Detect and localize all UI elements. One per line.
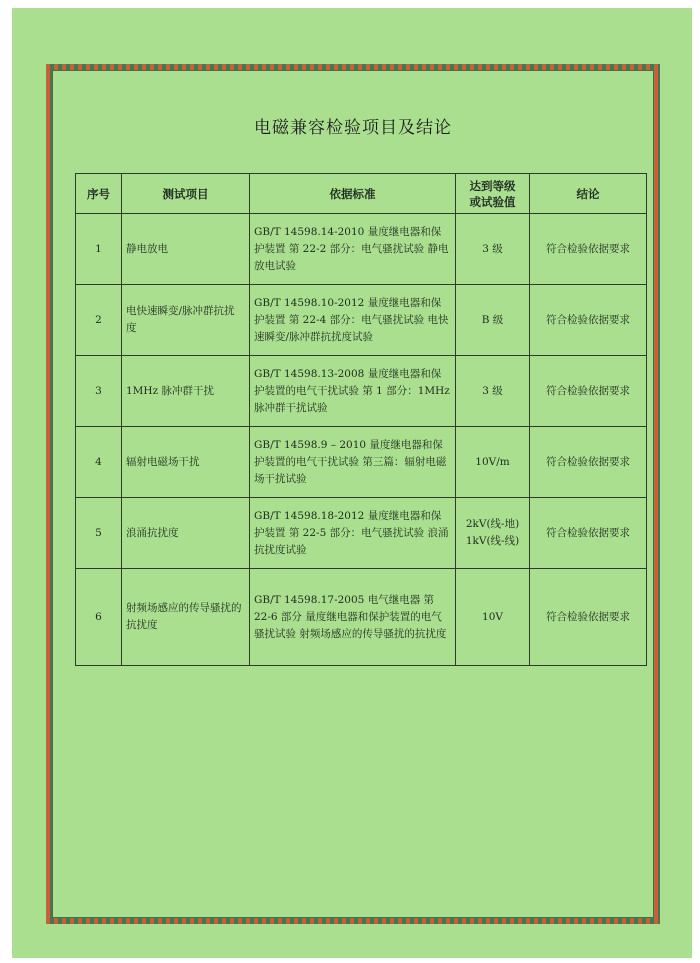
row-standard: GB/T 14598.9 – 2010 量度继电器和保护装置的电气干扰试验 第三篇：辐射电磁场干扰试验 (250, 427, 456, 498)
row-standard: GB/T 14598.18-2012 量度继电器和保护装置 第 22-5 部分：电气骚扰试验 浪涌抗扰度试验 (250, 498, 456, 569)
row-result: 符合检验依据要求 (530, 356, 647, 427)
row-standard: GB/T 14598.13-2008 量度继电器和保护装置的电气干扰试验 第 1 部分：1MHz 脉冲群干扰试验 (250, 356, 456, 427)
row-no: 4 (76, 427, 122, 498)
row-result: 符合检验依据要求 (530, 427, 647, 498)
row-no: 3 (76, 356, 122, 427)
table-header-row (76, 174, 647, 214)
header-standard: 依据标准 (250, 174, 456, 214)
header-grade: 达到等级 或试验值 (456, 174, 530, 214)
row-item: 射频场感应的传导骚扰的抗扰度 (122, 569, 250, 666)
table-row (76, 214, 647, 285)
row-grade: 3 级 (456, 214, 530, 285)
row-item: 静电放电 (122, 214, 250, 285)
header-result: 结论 (530, 174, 647, 214)
table-row (76, 356, 647, 427)
page-title: 电磁兼容检验项目及结论 (254, 118, 452, 138)
emc-test-table (75, 173, 647, 666)
inner-frame (52, 70, 654, 918)
row-grade: 10V/m (456, 427, 530, 498)
row-standard: GB/T 14598.17-2005 电气继电器 第 22-6 部分 量度继电器和保护装置的电气骚扰试验 射频场感应的传导骚扰的抗扰度 (250, 569, 456, 666)
row-item: 1MHz 脉冲群干扰 (122, 356, 250, 427)
header-no: 序号 (76, 174, 122, 214)
row-standard: GB/T 14598.14-2010 量度继电器和保护装置 第 22-2 部分：电气骚扰试验 静电放电试验 (250, 214, 456, 285)
row-standard: GB/T 14598.10-2012 量度继电器和保护装置 第 22-4 部分：电气骚扰试验 电快速瞬变/脉冲群抗扰度试验 (250, 285, 456, 356)
table-row (76, 427, 647, 498)
row-grade: 3 级 (456, 356, 530, 427)
table-row (76, 569, 647, 666)
row-grade: 10V (456, 569, 530, 666)
row-no: 2 (76, 285, 122, 356)
table-row (76, 285, 647, 356)
decorative-border (46, 64, 660, 924)
row-result: 符合检验依据要求 (530, 498, 647, 569)
row-item: 电快速瞬变/脉冲群抗扰度 (122, 285, 250, 356)
row-grade: B 级 (456, 285, 530, 356)
table-row (76, 498, 647, 569)
row-no: 6 (76, 569, 122, 666)
certificate-page (12, 8, 692, 958)
row-result: 符合检验依据要求 (530, 569, 647, 666)
row-no: 1 (76, 214, 122, 285)
header-item: 测试项目 (122, 174, 250, 214)
row-grade: 2kV(线-地) 1kV(线-线) (456, 498, 530, 569)
row-result: 符合检验依据要求 (530, 214, 647, 285)
row-item: 浪涌抗扰度 (122, 498, 250, 569)
row-no: 5 (76, 498, 122, 569)
row-item: 辐射电磁场干扰 (122, 427, 250, 498)
row-result: 符合检验依据要求 (530, 285, 647, 356)
